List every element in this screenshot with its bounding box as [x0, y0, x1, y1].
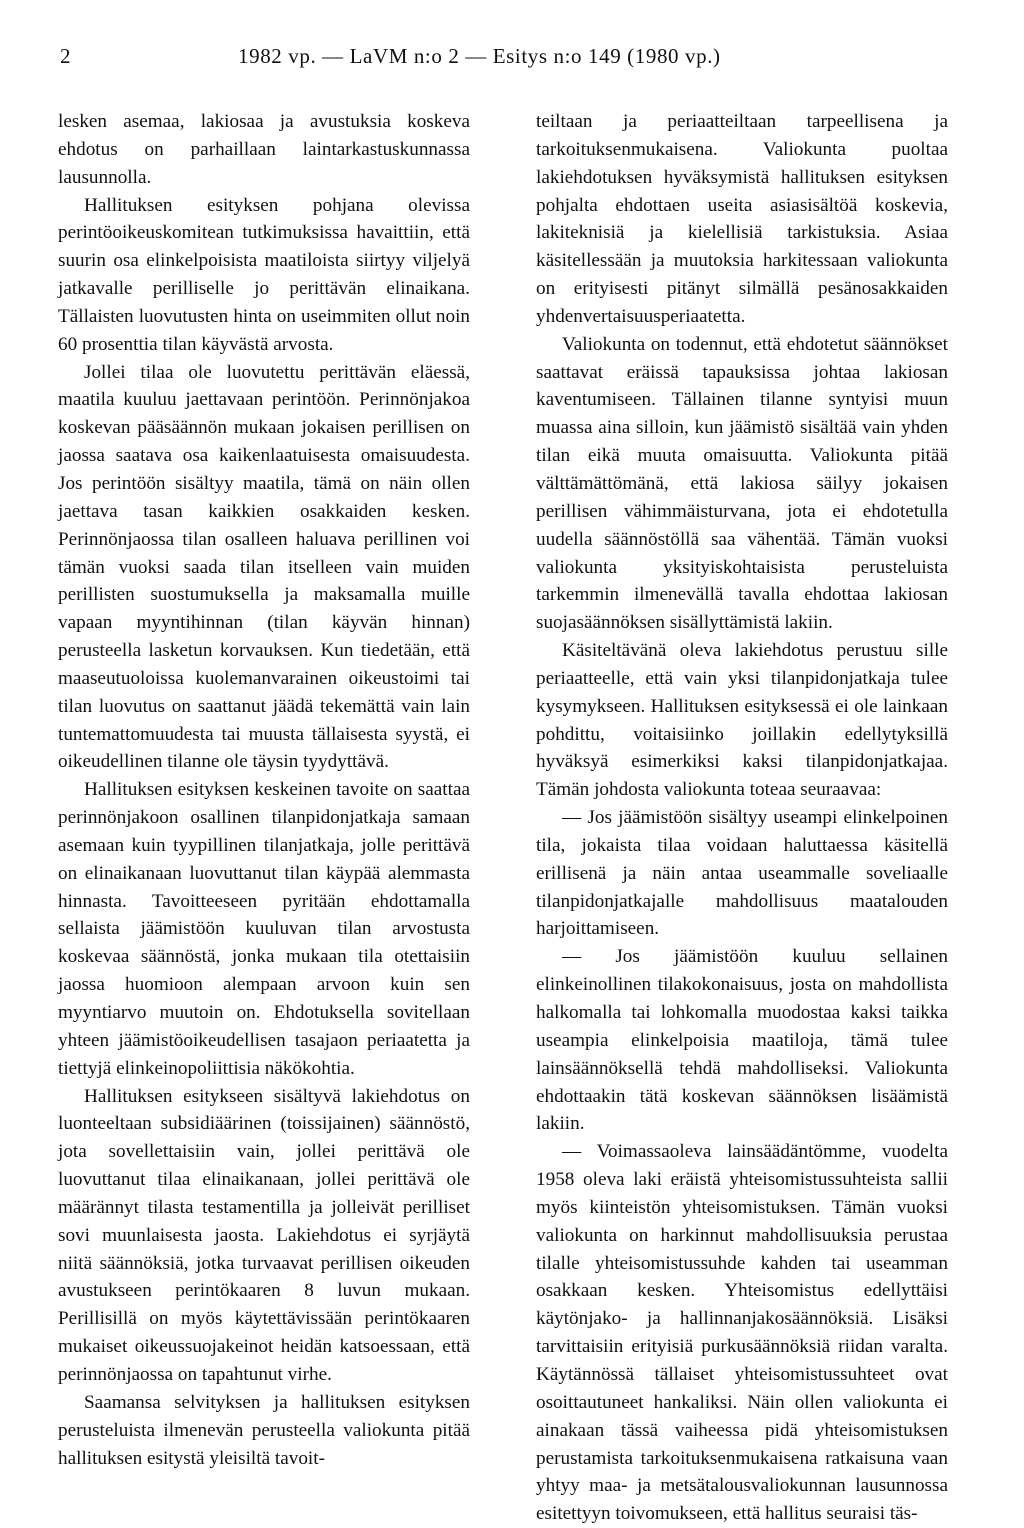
paragraph: Käsiteltävänä oleva lakiehdotus perustuu sille periaatteelle, että vain yksi tilanpidonjatkaja tulee kysymykseen. Hallituksen esityksessä ei ole lainkaan pohdittu, voitaisiinko joillakin edellytyksillä hyväksyä esimerkiksi kaksi tilanpidonjatkajaa. Tämän johdosta valiokunta toteaa seuraavaa: [536, 640, 948, 801]
paragraph: Jollei tilaa ole luovutettu perittävän eläessä, maatila kuuluu jaettavaan perintöön. Perinnönjakoa koskevan pääsäännön mukaan jokaisen perillisen on jaossa saatava osa kaikenlaatuisesta omaisuudesta. Jos perintöön sisältyy maatila, tämä on näin ollen jaettava tasan kaikkien osakkaiden kesken. Perinnönjaossa tilan osalleen haluava perillinen voi tämän vuoksi saada tilan itselleen vain muiden perillisten suostumuksella ja maksamalla muille vapaan myyntihinnan (tilan käyvän hinnan) perusteella lasketun korvauksen. Kun tiedetään, että maaseutuoloissa kuolemanvarainen oikeustoimi tai tilan luovutus on saattanut jäädä tekemättä vain lain tuntemattomuudesta tai muusta tällaisesta syystä, ei oikeudellinen tilanne ole täysin tyydyttävä. [58, 361, 470, 773]
dash-item: — Jos jäämistöön kuuluu sellainen elinkeinollinen tilakokonaisuus, josta on mahdollista halkomalla tai lohkomalla muodostaa kaksi taikka useampia elinkelpoisia maatiloja, tämä tulee lainsäännöksellä tehdä mahdolliseksi. Valiokunta ehdottaakin tätä koskevan säännöksen lisäämistä lakiin. [536, 946, 948, 1135]
paragraph: lesken asemaa, lakiosaa ja avustuksia koskeva ehdotus on parhaillaan laintarkastuskunnassa lausunnolla. [58, 111, 470, 188]
dash-item: — Voimassaoleva lainsäädäntömme, vuodelta 1958 oleva laki eräistä yhteisomistussuhteista sallii myös kiinteistön yhteisomistuksen. Tämän vuoksi valiokunta on harkinnut mahdollisuuksia perustaa tilalle yhteisomistussuhde kahden tai useamman osakkaan kesken. Yhteisomistus edellyttäisi käytönjako- ja hallinnanjakosäännöksiä. Lisäksi tarvittaisiin erityisiä purkusäännöksiä riidan varalta. Käytännössä tällaiset yhteisomistussuhteet ovat osoittautuneet hankaliksi. Näin ollen valiokunta ei ainakaan tässä vaiheessa pidä yhteisomistuksen perustamista tarkoituksenmukaisena ratkaisuna vaan yhtyy maa- ja metsätalousvaliokunnan lausunnossa esitettyyn toivomukseen, että hallitus seuraisi täs- [536, 1141, 948, 1525]
paragraph: teiltaan ja periaatteiltaan tarpeellisena ja tarkoituksenmukaisena. Valiokunta puoltaa lakiehdotuksen hyväksymistä hallituksen esityksen pohjalta ehdottaen useita asiasisältöä koskevia, lakiteknisiä ja kielellisiä tarkistuksia. Asiaa käsitellessään ja muutoksia harkitessaan valiokunta on erityisesti pitänyt silmällä pesänosakkaiden yhdenvertaisuusperiaatetta. [536, 111, 948, 327]
left-column [58, 108, 470, 1472]
paragraph: Valiokunta on todennut, että ehdotetut säännökset saattavat eräissä tapauksissa johtaa lakiosan kaventumiseen. Tällainen tilanne syntyisi muun muassa aina silloin, kun jäämistö sisältää vain yhden tilan eikä muuta omaisuutta. Valiokunta pitää välttämättömänä, että lakiosa säilyy jokaisen perillisen vähimmäisturvana, jota ei ehdotetulla uudella säännöstöllä saa vähentää. Tämän vuoksi valiokunta yksityiskohtaisista perusteluista tarkemmin ilmenevällä tavalla ehdottaa lakiosan suojasäännöksen sisällyttämistä lakiin. [536, 333, 948, 634]
right-column [536, 108, 948, 1528]
dash-item: — Jos jäämistöön sisältyy useampi elinkelpoinen tila, jokaista tilaa voidaan haluttaessa käsitellä erillisenä ja näin antaa useammalle soveliaalle tilanpidonjatkajalle mahdollisuus maatalouden harjoittamiseen. [536, 807, 948, 940]
paragraph: Hallituksen esitykseen sisältyvä lakiehdotus on luonteeltaan subsidiäärinen (toissijainen) säännöstö, jota sovellettaisiin vain, jollei perittävä ole luovuttanut tilaa elinaikanaan, jollei perittävä ole määrännyt tilasta testamentilla ja jolleivät perilliset sovi muunlaisesta jaosta. Lakiehdotus ei syrjäytä niitä säännöksiä, jotka turvaavat perillisen oikeuden avustukseen perintökaaren 8 luvun mukaan. Perillisillä on myös käytettävissään perintökaaren mukaiset oikeussuojakeinot heidän katsoessaan, että perinnönjaossa on tapahtunut virhe. [58, 1085, 470, 1385]
paragraph: Hallituksen esityksen keskeinen tavoite on saattaa perinnönjakoon osallinen tilanpidonjatkaja samaan asemaan kuin tyypillinen tilanjatkaja, jolle perittävä on elinaikanaan luovuttanut tilan käypää alemmasta hinnasta. Tavoitteeseen pyritään ehdottamalla sellaista jäämistöön kuuluvan tilan arvostusta koskevaa säännöstä, jonka mukaan tila otettaisiin jaossa huomioon alempaan arvoon kuin sen myyntiarvo muutoin on. Ehdotuksella sovitellaan yhteen jäämistöoikeudellisen tasajaon periaatetta ja tiettyjä elinkeinopoliittisia näkökohtia. [58, 779, 470, 1079]
page-number: 2 [60, 44, 71, 68]
paragraph: Saamansa selvityksen ja hallituksen esityksen perusteluista ilmenevän perusteella valiokunta pitää hallituksen esitystä yleisiltä tavoit- [58, 1391, 470, 1469]
paragraph: Hallituksen esityksen pohjana olevissa perintöoikeuskomitean tutkimuksissa havaittiin, että suurin osa elinkelpoisista maatiloista siirtyy viljelyä jatkavalle perilliselle jo perittävän elinaikana. Tällaisten luovutusten hinta on useimmiten ollut noin 60 prosenttia tilan käyvästä arvosta. [58, 194, 470, 355]
running-head: 1982 vp. — LaVM n:o 2 — Esitys n:o 149 (1980 vp.) [238, 44, 721, 68]
